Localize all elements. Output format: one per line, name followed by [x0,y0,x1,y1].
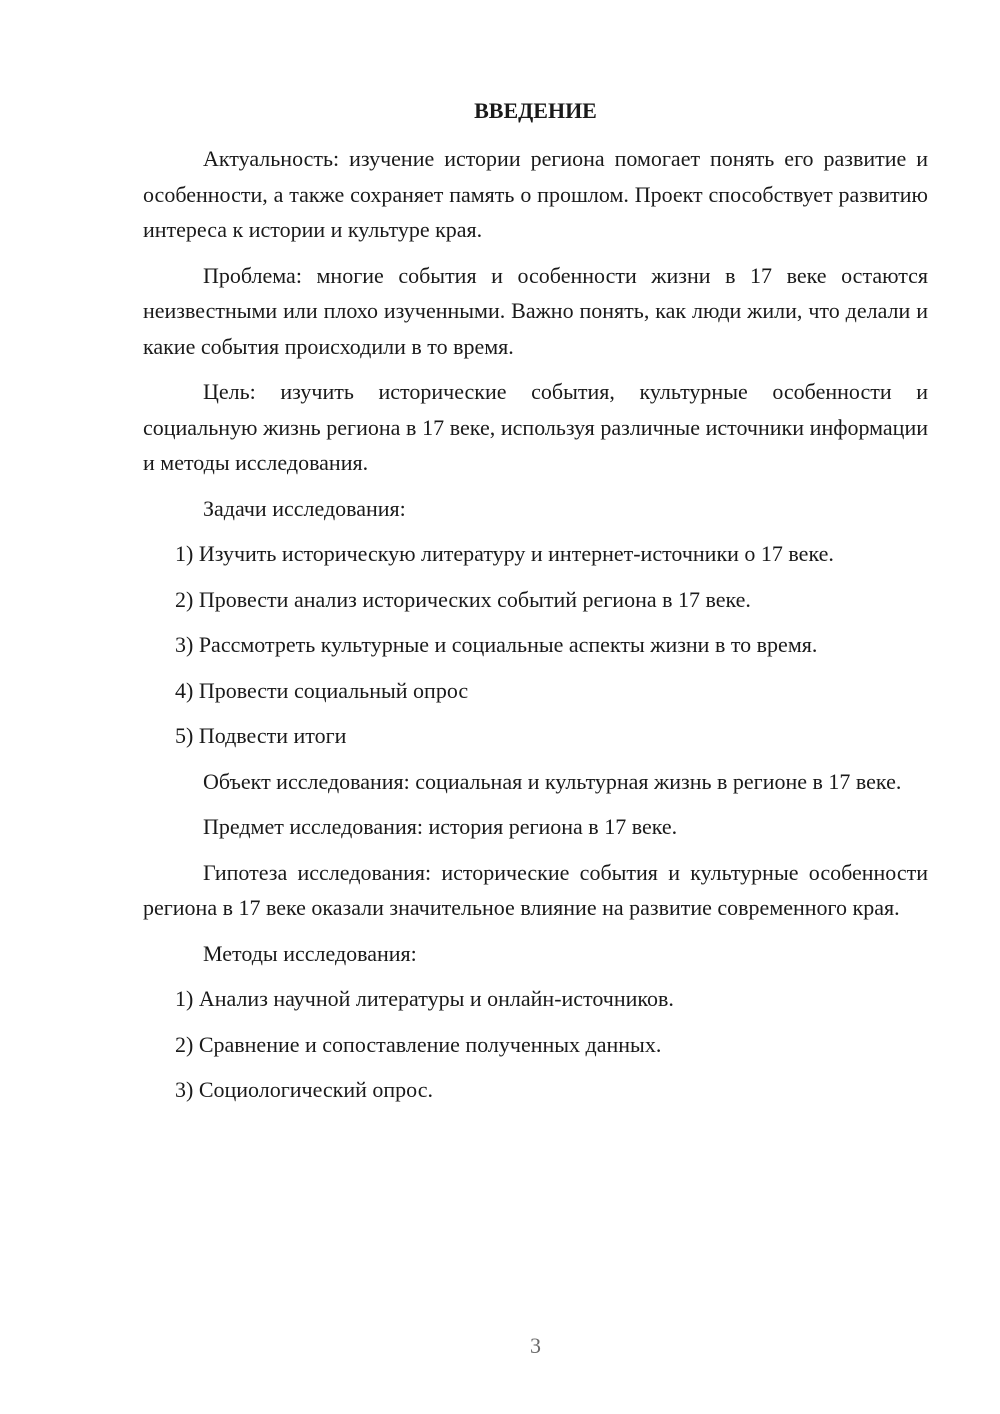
task-item-2: 2) Провести анализ исторических событий региона в 17 веке. [175,586,751,612]
object-paragraph: Объект исследования: социальная и культурная жизнь в регионе в 17 веке. [203,768,902,794]
tasks-heading: Задачи исследования: [203,495,406,521]
page-number: 3 [530,1333,541,1358]
method-item-3: 3) Социологический опрос. [175,1077,433,1102]
method-item-2: 2) Сравнение и сопоставление полученных данных. [175,1031,662,1057]
document-page [143,0,928,1414]
actuality-paragraph: Актуальность: изучение истории региона помогает понять его развитие и особенности, а также сохраняет память о прошлом. Проект способствует развитию интереса к истории и культуре края. [143,146,928,242]
methods-heading: Методы исследования: [203,940,417,966]
problem-paragraph: Проблема: многие события и особенности жизни в 17 веке остаются неизвестными или плохо изученными. Важно понять, как люди жили, что делали и какие события происходили в то время. [143,262,928,359]
hypothesis-paragraph: Гипотеза исследования: исторические события и культурные особенности региона в 17 веке оказали значительное влияние на развитие современного края. [143,859,928,920]
page-content [143,141,928,1118]
goal-paragraph: Цель: изучить исторические события, культурные особенности и социальную жизнь региона в 17 веке, используя различные источники информации и методы исследования. [143,379,928,475]
task-item-1: 1) Изучить историческую литературу и интернет-источники о 17 веке. [175,541,834,566]
task-item-3: 3) Рассмотреть культурные и социальные аспекты жизни в то время. [175,632,818,657]
page-title: ВВЕДЕНИЕ [474,98,597,123]
task-item-4: 4) Провести социальный опрос [175,677,469,703]
subject-paragraph: Предмет исследования: история региона в 17 веке. [203,814,678,839]
task-item-5: 5) Подвести итоги [175,723,347,748]
method-item-1: 1) Анализ научной литературы и онлайн-источников. [175,986,674,1011]
